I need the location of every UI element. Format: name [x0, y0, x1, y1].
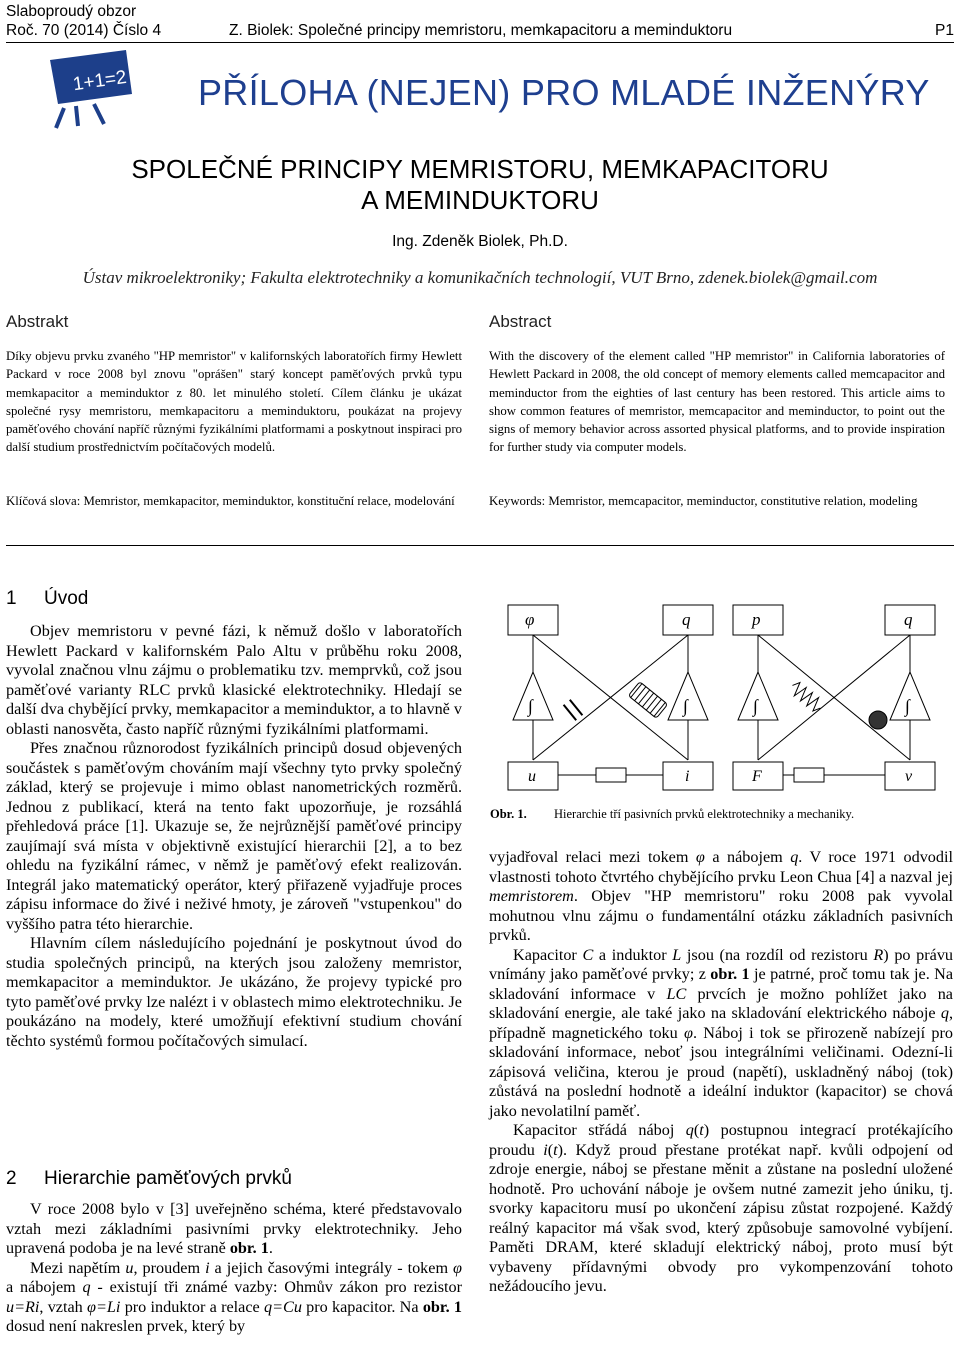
logo-text: 1+1=2	[71, 66, 128, 96]
article-title-line-2: A MEMINDUKTORU	[361, 185, 599, 215]
page-title: PŘÍLOHA (NEJEN) PRO MLADÉ INŽENÝRY	[198, 72, 930, 113]
label-phi-top: φ	[525, 610, 535, 629]
section-2-number: 2	[6, 1168, 17, 1189]
figure-1-caption-label: Obr. 1.	[490, 807, 527, 821]
section-2-paragraph-2: Mezi napětím u, proudem i a jejich časovými integrály - tokem φ a nábojem q - existují tři známé vazby: Ohmův zákon pro rezistor u=Ri, vztah φ=Li pro induktor a relace q=Cu pro kapacitor. Na obr. 1 dosud není nakreslen prvek, který by	[6, 1258, 463, 1335]
label-q-top: q	[682, 610, 691, 629]
section-1-title: Úvod	[44, 588, 89, 609]
abstract-rule	[6, 545, 954, 546]
article-title-line-1: SPOLEČNÉ PRINCIPY MEMRISTORU, MEMKAPACITORU	[131, 154, 829, 184]
right-paragraph-2: Kapacitor C a induktor L jsou (na rozdíl od rezistoru R) po právu vnímány jako paměťové prvky; z obr. 1 je patrné, proč tomu tak je. Na skladování informace v LC prvcích je možno pohlížet jako na skladování energie, ale také jako na skladování elektrického náboje q, případně magnetického toku φ. Náboj i tok se přirozeně nabízejí pro skladování informace, neboť jsou integrálními veličinami. Odezní-li zápisová veličina, kterou je proud (napětí), uskladněný náboj (tok) zůstává na poslední hodnotě a ideální induktor (kapacitor) se chová jako nevolatilní paměť.	[489, 945, 954, 1120]
figure-1-caption	[490, 807, 950, 822]
integrator-2	[668, 672, 708, 720]
abstract-en-keywords: Keywords: Memristor, memcapacitor, meminductor, constitutive relation, modeling	[489, 494, 918, 508]
label-u-bottom: u	[528, 768, 536, 785]
header-rule	[6, 42, 954, 43]
left-column-section-2	[6, 1200, 462, 1337]
integrator-3	[738, 672, 778, 720]
right-column	[489, 848, 953, 1297]
figure-1-caption-text: Hierarchie tří pasivních prvků elektrotechniky a mechaniky.	[554, 807, 855, 821]
logo-chalkboard-icon	[30, 48, 140, 130]
inductor-coil-icon	[628, 682, 667, 719]
abstract-cz-text: Díky objevu prvku zvaného "HP memristor" v kalifornských laboratořích firmy Hewlett Packard v roce 2008 byl znovu "oprášen" starý koncept paměťových prvků typu memkapacitor a meminduktor z 80. let minulého století. Cílem článku je ukázat společné rysy memristoru, memkapacitoru a meminduktoru, poukázat na projevy paměťového chování napříč různými fyzikálními platformami a poskytnout inspiraci pro další studium prostřednictvím počítačových modelů.	[6, 349, 462, 455]
journal-issue: Roč. 70 (2014) Číslo 4	[6, 22, 162, 39]
section-1-number: 1	[6, 588, 17, 609]
page-number: P1	[935, 22, 954, 39]
right-paragraph-3: Kapacitor střádá náboj q(t) postupnou integrací protékajícího proudu i(t). Když proud přestane protékat např. kvůli odpojení od zdroje energie, náboj se přestane měnit a zůstane na poslední uložené hodnotě. Pro uchování náboje je ovšem nutné zamezit jeho úniku, tj. svorky kapacitoru musí po ukončení zápisu zůstat rozpojené. Každý reálný kapacitor má však svod, který způsobuje samovolné vybíjení. Paměti DRAM, které skladují elektrický náboj, proto musí být vybaveny přídavnými obvody pro vykompenzování tohoto nežádoucího jevu.	[489, 1121, 954, 1295]
label-v-bottom: v	[905, 768, 913, 785]
section-1-paragraph-3: Hlavním cílem následujícího pojednání je poskytnout úvod do studia společných principů, na kterých jsou založeny memristor, memkapacitor a meminduktor. Je ukázáno, že projevy typické pro tyto paměťové prvky lze nalézt i v oblastech mimo elektrotechniku. Je poukázáno na modely, které umožňují efektivní studium chování těchto systémů formou počítačových simulací.	[6, 934, 462, 1050]
section-1-paragraph-1: Objev memristoru v pevné fázi, k němuž došlo v laboratořích Hewlett Packard v kalifornském Palo Altu v průběhu roku 2008, vyvolal značnou vlnu zájmu o problematiku tzv. memprvků, což jsou paměťové varianty RLC prvků klasické elektrotechniky. Hledají se další dva chybějící prvky, memkapacitor a meminduktor, a to hlavně v oblasti nanosvěta, často napříč různými fyzikálními platformami.	[6, 622, 462, 738]
left-column	[6, 622, 462, 1051]
running-title: Z. Biolek: Společné principy memristoru, memkapacitoru a meminduktoru	[229, 22, 733, 39]
section-2-heading	[6, 1168, 292, 1190]
abstract-en-heading: Abstract	[489, 312, 552, 331]
integrator-1	[513, 672, 553, 720]
section-2-title: Hierarchie paměťových prvků	[44, 1168, 292, 1189]
author: Ing. Zdeněk Biolek, Ph.D.	[392, 233, 568, 250]
resistor-icon	[596, 768, 626, 782]
right-paragraph-1: vyjadřoval relaci mezi tokem φ a nábojem q. V roce 1971 odvodil vlastnosti tohoto čtvrtého chybějícího prvku Leon Chua [4] a nazval jej memristorem. Objev "HP memristoru" roku 2008 pak vyvolal mohutnou vlnu zájmu o fundamentální otázku základních pasivních prvků.	[489, 848, 953, 944]
abstract-cz-heading: Abstrakt	[6, 312, 69, 331]
abstract-en-text: With the discovery of the element called "HP memristor" in California laboratories of Hewlett Packard in 2008, the old concept of memory elements called memcapacitor and meminductor from the eighties of last century has been restored. This article aims to show common features of memristor, memcapacitor and meminductor, to point out the signs of memory behavior across assorted physical platforms, and to provide inspiration for further study via computer models.	[489, 349, 945, 455]
label-q2-top: q	[904, 610, 913, 629]
integral-1: ∫	[528, 696, 533, 716]
integral-2: ∫	[683, 696, 688, 716]
damper-wheel-icon	[869, 711, 887, 729]
section-1-paragraph-2: Přes značnou různorodost fyzikálních principů dosud objevených součástek s paměťovým chováním mají všechny tyto prvky společný základ, který se projevuje i mimo oblast nanometrických rozměrů. Jednou z publikací, která na tento fakt upozorňuje, je rozsáhlá přehledová práce [1]. Ukazuje se, že nejrůznější paměťové principy zaujímají svá místa v objektivně existující hierarchii [2], a to bez ohledu na fyzikální rámec, v němž je paměťový efekt realizován. Integrál jako matematický operátor, který přiřazeně vyjadřuje proces zápisu informace do živé i neživé hmoty, je zároveň "vstupenkou" do vyššího patra této hierarchie.	[6, 739, 462, 933]
label-F-bottom: F	[752, 768, 762, 785]
abstract-cz-keywords: Klíčová slova: Memristor, memkapacitor, meminduktor, konstituční relace, modelování	[6, 494, 455, 508]
label-i-bottom: i	[685, 768, 690, 785]
integral-3: ∫	[753, 696, 758, 716]
affiliation: Ústav mikroelektroniky; Fakulta elektrotechniky a komunikačních technologií, VUT Brno, zdenek.biolek@gmail.com	[82, 268, 878, 287]
figure-1-hierarchy-diagram	[488, 600, 954, 800]
label-p-top: p	[752, 610, 761, 629]
mass-icon	[794, 768, 824, 782]
capacitor-icon	[562, 698, 584, 721]
journal-name: Slaboproudý obzor	[6, 3, 137, 20]
section-2-paragraph-1: V roce 2008 bylo v [3] uveřejněno schéma, které představovalo vztah mezi základními pasivními prvky elektrotechniky. Jeho upravená podoba je na levé straně obr. 1.	[6, 1200, 462, 1257]
integrator-4	[890, 672, 930, 720]
integral-4: ∫	[905, 696, 910, 716]
section-1-heading	[6, 588, 88, 610]
